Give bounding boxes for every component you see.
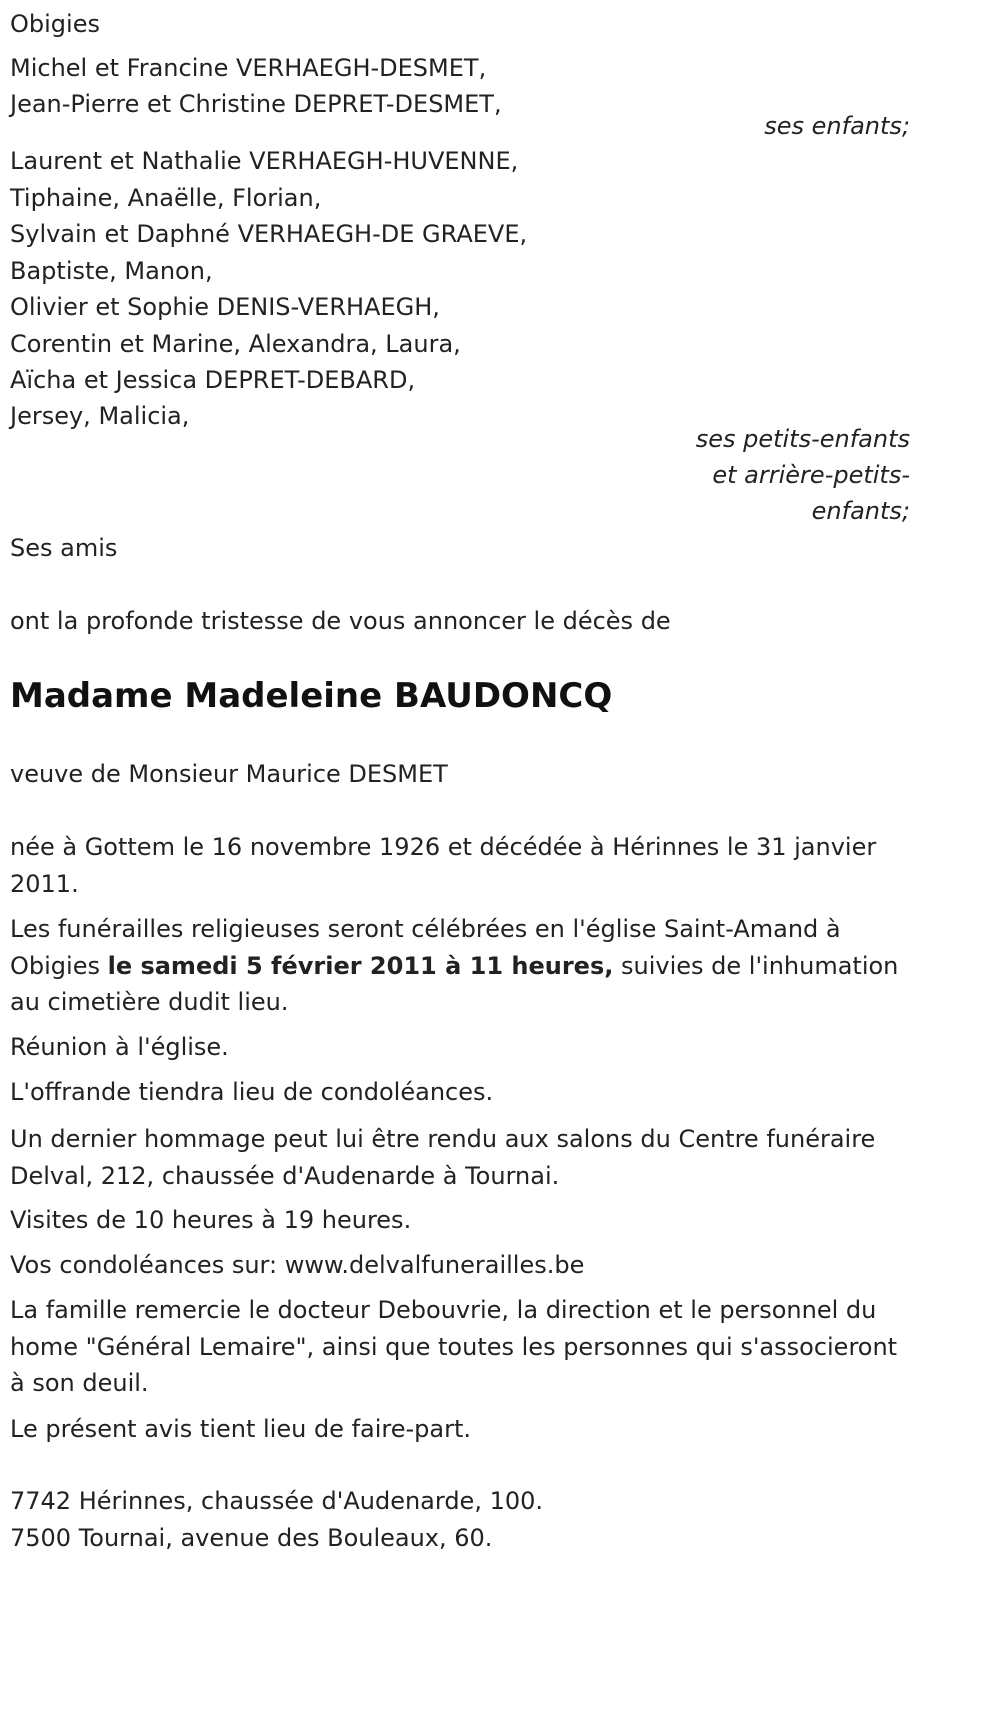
grandchild-line: Sylvain et Daphné VERHAEGH-DE GRAEVE, xyxy=(10,220,528,248)
grandchild-line: Aïcha et Jessica DEPRET-DEBARD, xyxy=(10,366,416,394)
obituary-notice xyxy=(10,0,910,1719)
thanks-text: La famille remercie le docteur Debouvrie, la direction et le personnel du home "Général Lemaire", ainsi que toutes les personnes qui s'associeront à son deuil. xyxy=(10,1296,898,1397)
tribute-text: Un dernier hommage peut lui être rendu aux salons du Centre funéraire Delval, 212, chaussée d'Audenarde à Tournai. xyxy=(10,1125,876,1190)
grandchild-line: Laurent et Nathalie VERHAEGH-HUVENNE, xyxy=(10,147,519,175)
funeral-paragraph xyxy=(10,911,900,1021)
grandchild-line: Jersey, Malicia, xyxy=(10,402,190,430)
children-label: ses enfants; xyxy=(764,112,910,140)
grandchild-line: Corentin et Marine, Alexandra, Laura, xyxy=(10,330,461,358)
visits-text: Visites de 10 heures à 19 heures. xyxy=(10,1206,412,1234)
grandchild-line: Tiphaine, Anaëlle, Florian, xyxy=(10,184,322,212)
address-line: 7742 Hérinnes, chaussée d'Audenarde, 100. xyxy=(10,1487,544,1515)
announcement-text: ont la profonde tristesse de vous annoncer le décès de xyxy=(10,607,671,635)
child-line: Jean-Pierre et Christine DEPRET-DESMET, xyxy=(10,90,502,118)
grandchildren-label-line: ses petits-enfants xyxy=(695,425,910,453)
child-line: Michel et Francine VERHAEGH-DESMET, xyxy=(10,54,487,82)
condolences-text: Vos condoléances sur: www.delvalfunerailles.be xyxy=(10,1251,585,1279)
funeral-outro: suivies de l'inhumation au cimetière dudit lieu. xyxy=(10,951,899,1016)
friends-line: Ses amis xyxy=(10,534,118,562)
grandchildren-label-line: enfants; xyxy=(811,497,910,525)
grandchildren-label-line: et arrière-petits- xyxy=(712,461,910,489)
birth-death-text: née à Gottem le 16 novembre 1926 et décédée à Hérinnes le 31 janvier 2011. xyxy=(10,833,877,898)
grandchild-line: Baptiste, Manon, xyxy=(10,257,213,285)
meeting-text: Réunion à l'église. xyxy=(10,1033,229,1061)
address-line: 7500 Tournai, avenue des Bouleaux, 60. xyxy=(10,1524,493,1552)
grandchild-line: Olivier et Sophie DENIS-VERHAEGH, xyxy=(10,293,440,321)
deceased-name: Madame Madeleine BAUDONCQ xyxy=(10,676,613,716)
funeral-intro: Les funérailles religieuses seront célébrées en l'église Saint-Amand à Obigies xyxy=(10,915,841,980)
widow-of-text: veuve de Monsieur Maurice DESMET xyxy=(10,760,448,788)
offering-text: L'offrande tiendra lieu de condoléances. xyxy=(10,1078,494,1106)
location-heading: Obigies xyxy=(10,10,100,38)
funeral-date: le samedi 5 février 2011 à 11 heures, xyxy=(107,951,614,980)
notice-text: Le présent avis tient lieu de faire-part. xyxy=(10,1415,472,1443)
